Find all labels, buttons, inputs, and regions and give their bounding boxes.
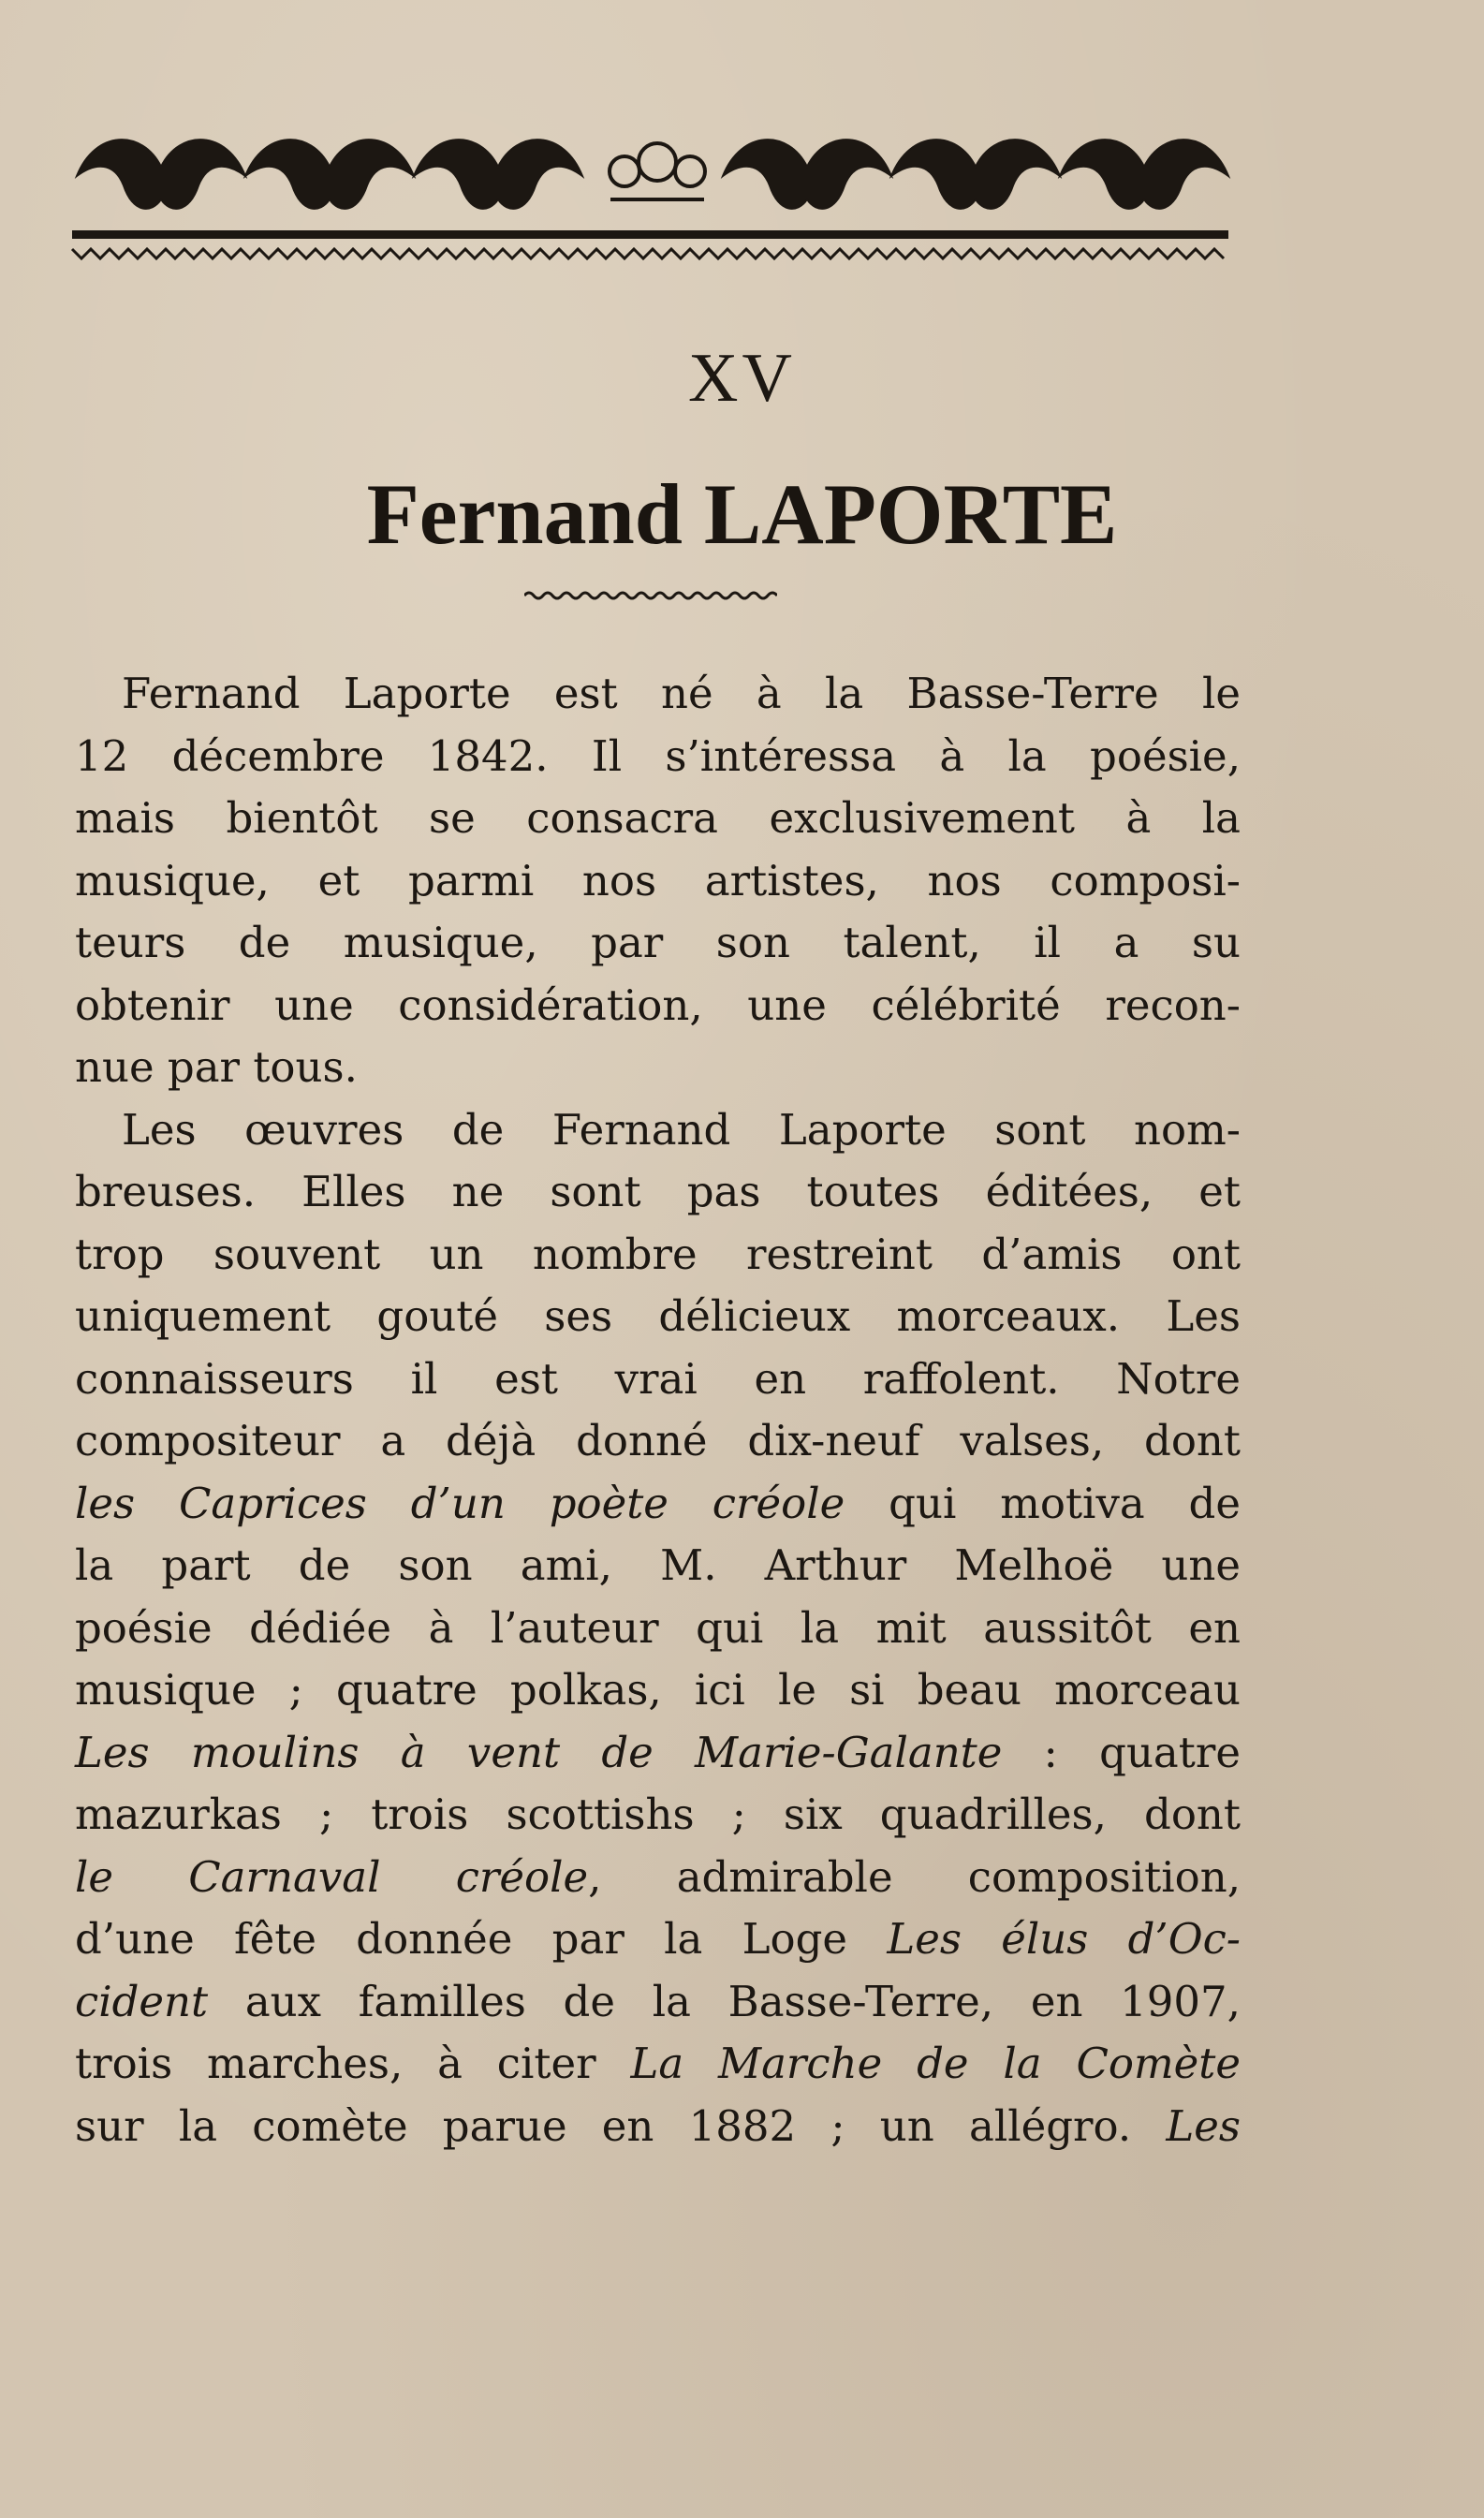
- ornament-center-motif: [610, 143, 705, 199]
- paragraph-line: la part de son ami, M. Arthur Melhoë une: [75, 1540, 1241, 1590]
- paragraph-line: [75, 2096, 1241, 2158]
- italic-title: La Marche de la Comète: [630, 2039, 1241, 2088]
- paragraph-line: mazurkas ; trois scottishs ; six quadrilles, dont: [75, 1789, 1241, 1839]
- paragraph-line: [75, 1473, 1241, 1536]
- ornament-dotted-band: [72, 230, 1228, 239]
- ornament-motif: [1060, 140, 1228, 209]
- line-text: , admirable composition,: [588, 1851, 1241, 1902]
- ornament-motif: [414, 140, 582, 209]
- paragraph-line: [75, 1908, 1241, 1971]
- line-text: sur la comète parue en 1882 ; un allégro.: [75, 2100, 1167, 2151]
- paragraph-line: compositeur a déjà donné dix-neuf valses, dont: [75, 1416, 1241, 1465]
- italic-title: Les: [1166, 2100, 1241, 2151]
- line-text: : quatre: [1002, 1727, 1241, 1777]
- paragraph-line: musique, et parmi nos artistes, nos composi-: [75, 855, 1241, 906]
- line-text: trois marches, à citer: [75, 2039, 631, 2088]
- paragraph-line: 12 décembre 1842. Il s’intéressa à la poésie,: [75, 730, 1241, 781]
- line-text: d’une fête donnée par la Loge: [75, 1914, 888, 1964]
- paragraph-line: poésie dédiée à l’auteur qui la mit aussitôt en: [75, 1602, 1241, 1653]
- ornament-motif: [891, 140, 1060, 209]
- paragraph-line: teurs de musique, par son talent, il a su: [75, 918, 1241, 967]
- paragraph-line: Fernand Laporte est né à la Basse-Terre le: [122, 669, 1241, 718]
- chapter-title: Fernand LAPORTE: [366, 466, 1118, 562]
- italic-title: le Carnaval créole: [75, 1851, 589, 1902]
- paragraph-line: [75, 2033, 1241, 2096]
- italic-title: les Caprices d’un poète créole: [75, 1478, 845, 1528]
- paragraph-line: Les œuvres de Fernand Laporte sont nom-: [122, 1104, 1241, 1155]
- paragraph-line: musique ; quatre polkas, ici le si beau morceau: [75, 1665, 1241, 1715]
- floral-border-ornament: [67, 110, 1238, 270]
- chapter-numeral: XV: [688, 340, 796, 417]
- italic-title: cident: [75, 1976, 209, 2026]
- paragraph-line: uniquement gouté ses délicieux morceaux. Les: [75, 1291, 1241, 1341]
- paragraph-line: [75, 1847, 1241, 1909]
- paragraph-line: trop souvent un nombre restreint d’amis ont: [75, 1229, 1241, 1279]
- paragraph-line: obtenir une considération, une célébrité recon-: [75, 979, 1241, 1030]
- ornament-motif: [245, 140, 414, 209]
- body-text: [75, 663, 1241, 2157]
- line-text: aux familles de la Basse-Terre, en 1907,: [208, 1976, 1241, 2026]
- paragraph-line: [75, 1722, 1241, 1785]
- line-text: qui motiva de: [845, 1478, 1241, 1528]
- paragraph-line: mais bientôt se consacra exclusivement à la: [75, 793, 1241, 843]
- paragraph-line: connaisseurs il est vrai en raffolent. Notre: [75, 1353, 1241, 1404]
- paragraph-line: nue par tous.: [75, 1042, 358, 1092]
- ornament-motif: [723, 140, 891, 209]
- wavy-rule-ornament: [524, 588, 777, 603]
- ornament-zigzag-band: [72, 249, 1224, 258]
- italic-title: Les moulins à vent de Marie-Galante: [75, 1727, 1003, 1777]
- italic-title: Les élus d’Oc-: [887, 1914, 1241, 1964]
- paragraph-line: [75, 1971, 1241, 2034]
- paragraph-line: breuses. Elles ne sont pas toutes éditées, et: [75, 1167, 1241, 1216]
- ornament-motif: [77, 140, 245, 209]
